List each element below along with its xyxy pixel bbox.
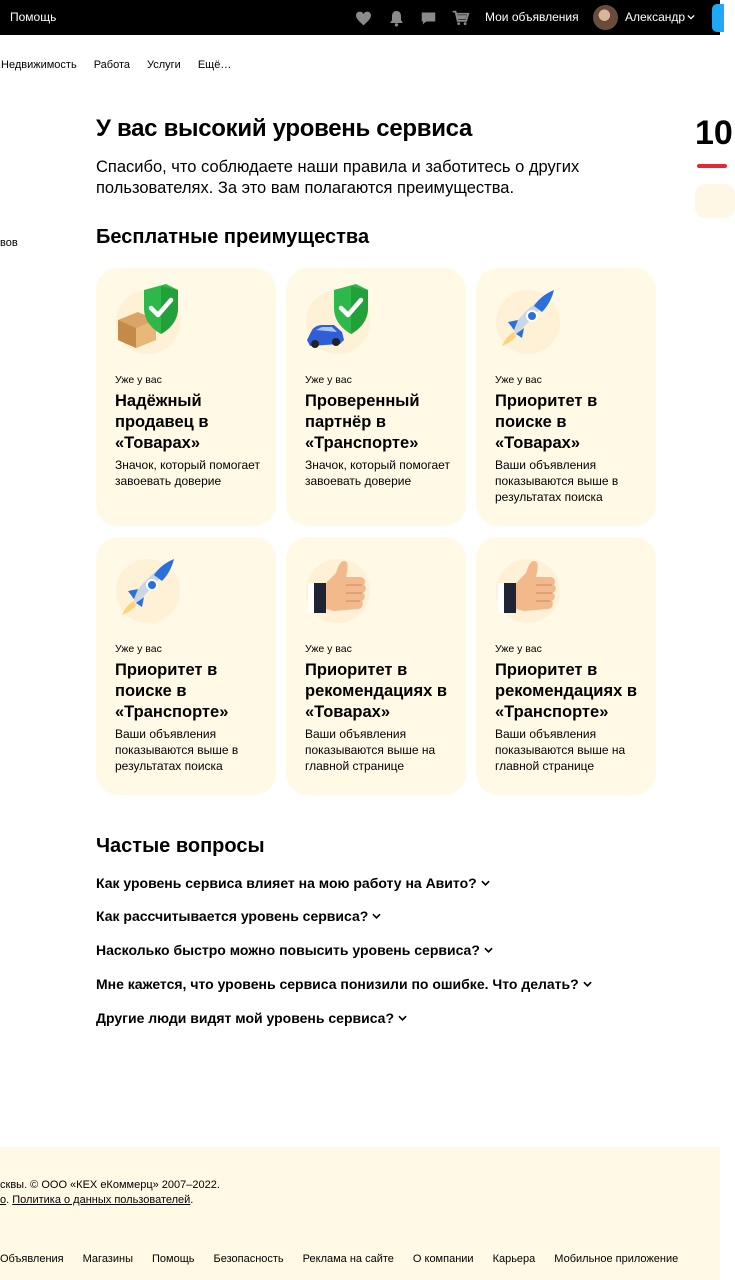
my-ads-link[interactable]: Мои объявления <box>485 10 579 24</box>
benefit-badge: Уже у вас <box>495 374 542 386</box>
car-shield-icon <box>304 284 374 354</box>
avatar[interactable] <box>593 5 618 30</box>
faq-item[interactable] <box>96 875 490 891</box>
benefit-badge: Уже у вас <box>115 374 162 386</box>
benefit-desc: Значок, который помогает завоевать доверие <box>115 458 260 488</box>
benefit-card <box>96 537 276 795</box>
post-ad-button[interactable] <box>712 4 724 32</box>
chevron-down-icon <box>484 947 493 953</box>
footer-link-ads[interactable]: Объявления <box>0 1253 64 1265</box>
benefit-title: Надёжный продавец в «Товарах» <box>115 392 209 452</box>
faq-question: Насколько быстро можно повысить уровень сервиса? <box>96 942 480 958</box>
benefit-desc: Ваши объявления показываются выше в результатах поиска <box>495 458 619 504</box>
benefit-card <box>286 268 466 526</box>
nav-item-more[interactable]: Ещё… <box>197 59 232 71</box>
benefit-desc: Значок, который помогает завоевать доверие <box>305 458 450 488</box>
benefit-title: Приоритет в рекомендациях в «Товарах» <box>305 661 447 721</box>
nav-item-jobs[interactable]: Работа <box>93 59 130 71</box>
faq-question: Другие люди видят мой уровень сервиса? <box>96 1010 395 1026</box>
bell-icon[interactable] <box>387 9 405 27</box>
rocket-icon <box>494 284 564 354</box>
footer-link-safety[interactable]: Безопасность <box>213 1253 284 1265</box>
benefit-title: Проверенный партнёр в «Транспорте» <box>305 392 420 452</box>
faq-title: Частые вопросы <box>96 835 265 857</box>
benefit-badge: Уже у вас <box>115 643 162 655</box>
box-shield-icon <box>114 284 184 354</box>
chevron-down-icon <box>583 981 592 987</box>
footer-link-fragment[interactable]: о <box>0 1194 7 1206</box>
benefit-card <box>286 537 466 795</box>
benefit-badge: Уже у вас <box>305 374 352 386</box>
thumbs-up-icon <box>304 553 374 623</box>
score-bar <box>697 164 727 168</box>
nav-item-services[interactable]: Услуги <box>147 59 181 71</box>
top-bar <box>0 0 720 35</box>
faq-question: Мне кажется, что уровень сервиса понизили по ошибке. Что делать? <box>96 976 579 992</box>
footer-links <box>0 1253 697 1265</box>
help-link[interactable]: Помощь <box>10 10 57 24</box>
heart-icon[interactable] <box>354 9 372 27</box>
page-subtitle: Спасибо, что соблюдаете наши правила и заботитесь о других пользователях. За это вам полагаются преимущества. <box>96 158 580 197</box>
category-nav <box>0 59 248 71</box>
faq-item[interactable] <box>96 908 381 924</box>
benefit-card <box>476 268 656 526</box>
faq-question: Как уровень сервиса влияет на мою работу на Авито? <box>96 875 477 891</box>
sidebar-fragment[interactable]: вов <box>0 237 18 249</box>
benefit-title: Приоритет в поиске в «Товарах» <box>495 392 598 452</box>
footer-link-mobile-app[interactable]: Мобильное приложение <box>554 1253 679 1265</box>
faq-item[interactable] <box>96 976 592 992</box>
benefit-title: Приоритет в поиске в «Транспорте» <box>115 661 229 721</box>
chevron-down-icon <box>481 880 490 886</box>
user-menu[interactable] <box>625 10 695 24</box>
benefit-desc: Ваши объявления показываются выше в результатах поиска <box>115 727 239 773</box>
chat-icon[interactable] <box>419 9 437 27</box>
footer <box>0 1147 720 1280</box>
chevron-down-icon <box>398 1015 407 1021</box>
service-level-score: 10 <box>695 114 733 152</box>
footer-link-advertising[interactable]: Реклама на сайте <box>302 1253 394 1265</box>
footer-link-about[interactable]: О компании <box>412 1253 474 1265</box>
copyright: сквы. © ООО «КЕХ еКоммерц» 2007–2022. <box>0 1179 220 1191</box>
cart-icon[interactable] <box>451 9 469 27</box>
benefit-badge: Уже у вас <box>305 643 352 655</box>
benefit-card <box>96 268 276 526</box>
footer-link-career[interactable]: Карьера <box>492 1253 536 1265</box>
privacy-policy-link[interactable]: Политика о данных пользователей <box>12 1194 191 1206</box>
footer-legal-links: о. Политика о данных пользователей. <box>0 1194 194 1206</box>
benefit-badge: Уже у вас <box>495 643 542 655</box>
benefit-card <box>476 537 656 795</box>
nav-item-realty[interactable]: Недвижимость <box>1 59 77 71</box>
benefit-title: Приоритет в рекомендациях в «Транспорте» <box>495 661 637 721</box>
benefits-title: Бесплатные преимущества <box>96 226 370 248</box>
page-title: У вас высокий уровень сервиса <box>96 115 473 142</box>
faq-item[interactable] <box>96 1010 407 1026</box>
faq-item[interactable] <box>96 942 493 958</box>
thumbs-up-icon <box>494 553 564 623</box>
username: Александр <box>625 10 686 24</box>
side-card <box>695 184 735 218</box>
chevron-down-icon <box>687 14 695 20</box>
footer-link-help[interactable]: Помощь <box>151 1253 195 1265</box>
benefits-grid <box>96 268 656 795</box>
faq-question: Как рассчитывается уровень сервиса? <box>96 908 369 924</box>
benefit-desc: Ваши объявления показываются выше на главной странице <box>305 727 436 773</box>
benefit-desc: Ваши объявления показываются выше на главной странице <box>495 727 626 773</box>
rocket-icon <box>114 553 184 623</box>
chevron-down-icon <box>372 913 381 919</box>
footer-link-shops[interactable]: Магазины <box>82 1253 133 1265</box>
